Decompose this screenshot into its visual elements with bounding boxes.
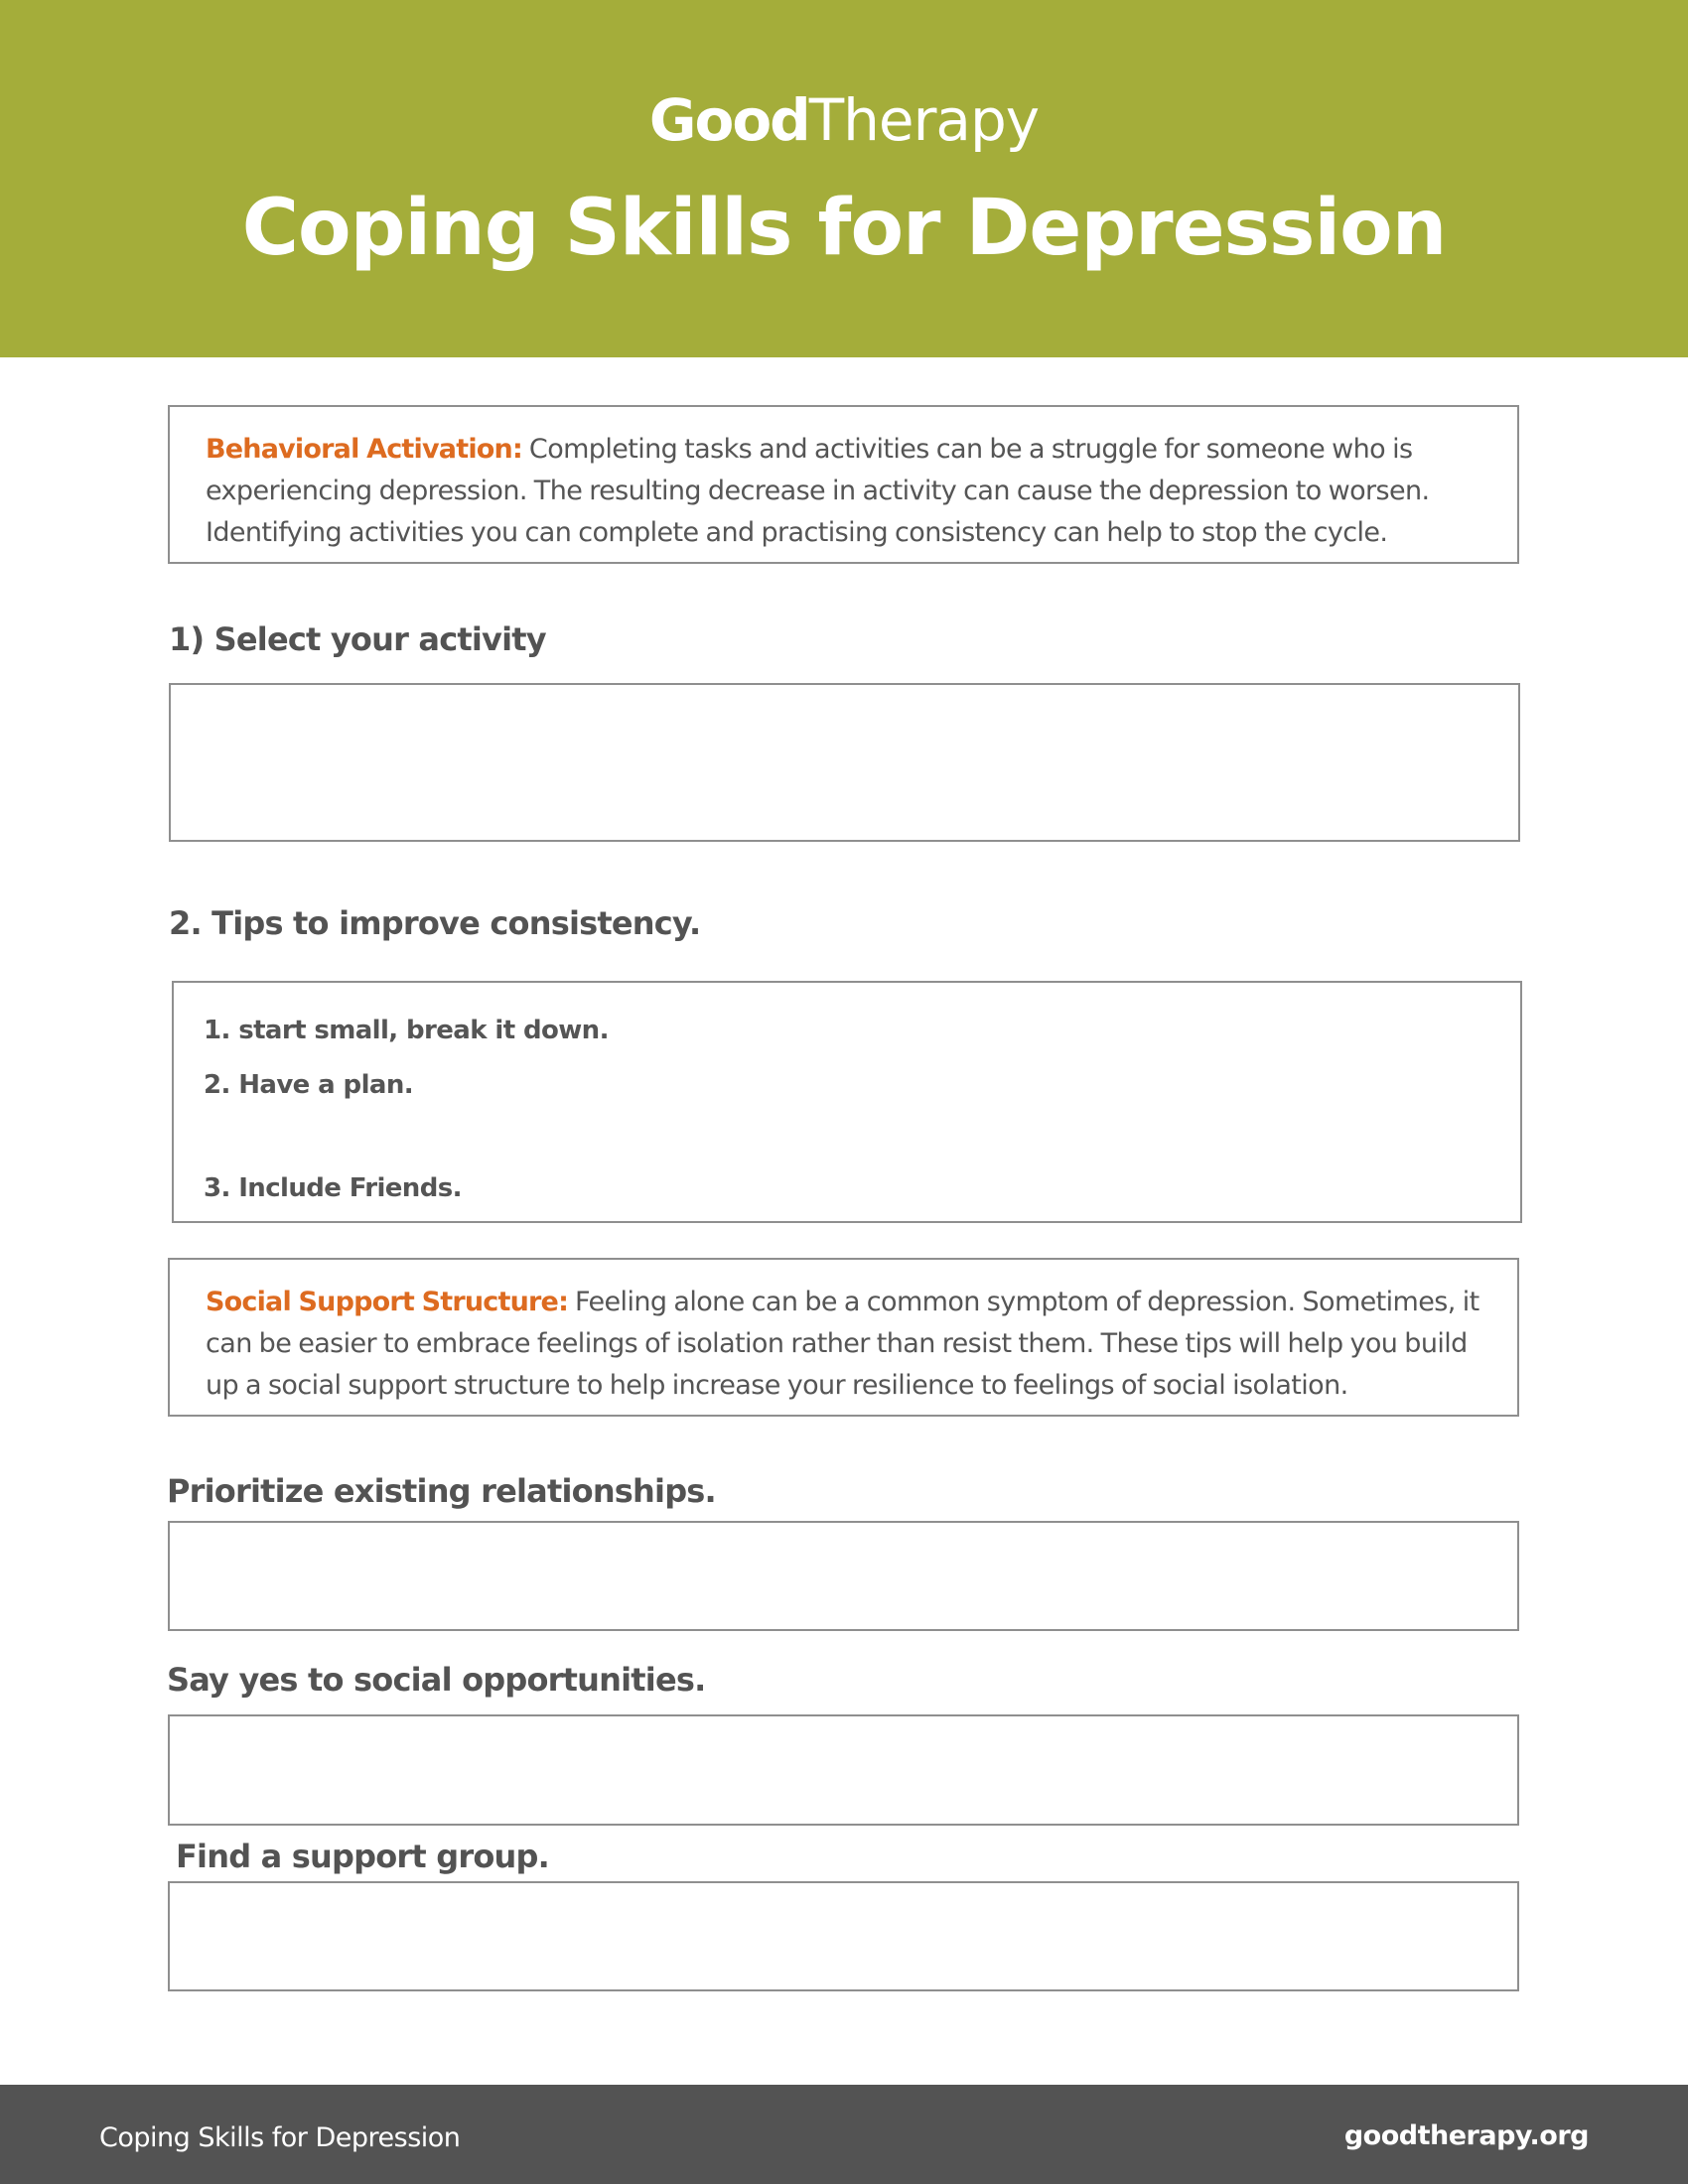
say-yes-input[interactable] [170,1716,1517,1824]
activity-answer-box[interactable] [169,683,1520,842]
footer-website-link[interactable]: goodtherapy.org [1343,2120,1589,2151]
activity-input[interactable] [171,685,1518,840]
section1-heading: 1) Select your activity [169,620,546,658]
page-title: Coping Skills for Depression [241,184,1447,273]
logo-light-text: Therapy [808,86,1040,154]
prioritize-input[interactable] [170,1523,1517,1629]
behavioral-activation-box [168,405,1519,564]
goodtherapy-logo [0,85,1688,155]
behavioral-activation-lead: Behavioral Activation: [206,434,522,465]
say-yes-answer-box[interactable] [168,1714,1519,1826]
behavioral-activation-body: Completing tasks and activities can be a struggle for someone who is experiencing depression. The resulting decrease in activity can cause the depression to worsen. Identifying activities you can complete and practising consistency can help to stop the cycle. [206,434,1430,548]
support-group-input[interactable] [170,1883,1517,1989]
prioritize-answer-box[interactable] [168,1521,1519,1631]
tip-item: 1. start small, break it down. [204,1016,609,1045]
logo-bold-text: Good [648,86,809,154]
social-support-box [168,1258,1519,1417]
say-yes-heading: Say yes to social opportunities. [167,1661,706,1699]
tip-item: 3. Include Friends. [204,1173,462,1203]
footer-bar [0,2085,1688,2184]
section2-heading: 2. Tips to improve consistency. [169,904,701,942]
footer-title: Coping Skills for Depression [99,2122,461,2153]
social-support-body: Feeling alone can be a common symptom of depression. Sometimes, it can be easier to embrace feelings of isolation rather than resist them. These tips will help you build up a social support structure to help increase your resilience to feelings of social isolation. [206,1287,1479,1401]
header-banner [0,0,1688,357]
social-support-text [206,1282,1487,1407]
tips-box [172,981,1522,1223]
tip-item: 2. Have a plan. [204,1070,414,1100]
social-support-lead: Social Support Structure: [206,1287,569,1317]
support-group-heading: Find a support group. [176,1838,549,1875]
prioritize-heading: Prioritize existing relationships. [167,1472,716,1510]
behavioral-activation-text [206,429,1487,554]
support-group-answer-box[interactable] [168,1881,1519,1991]
